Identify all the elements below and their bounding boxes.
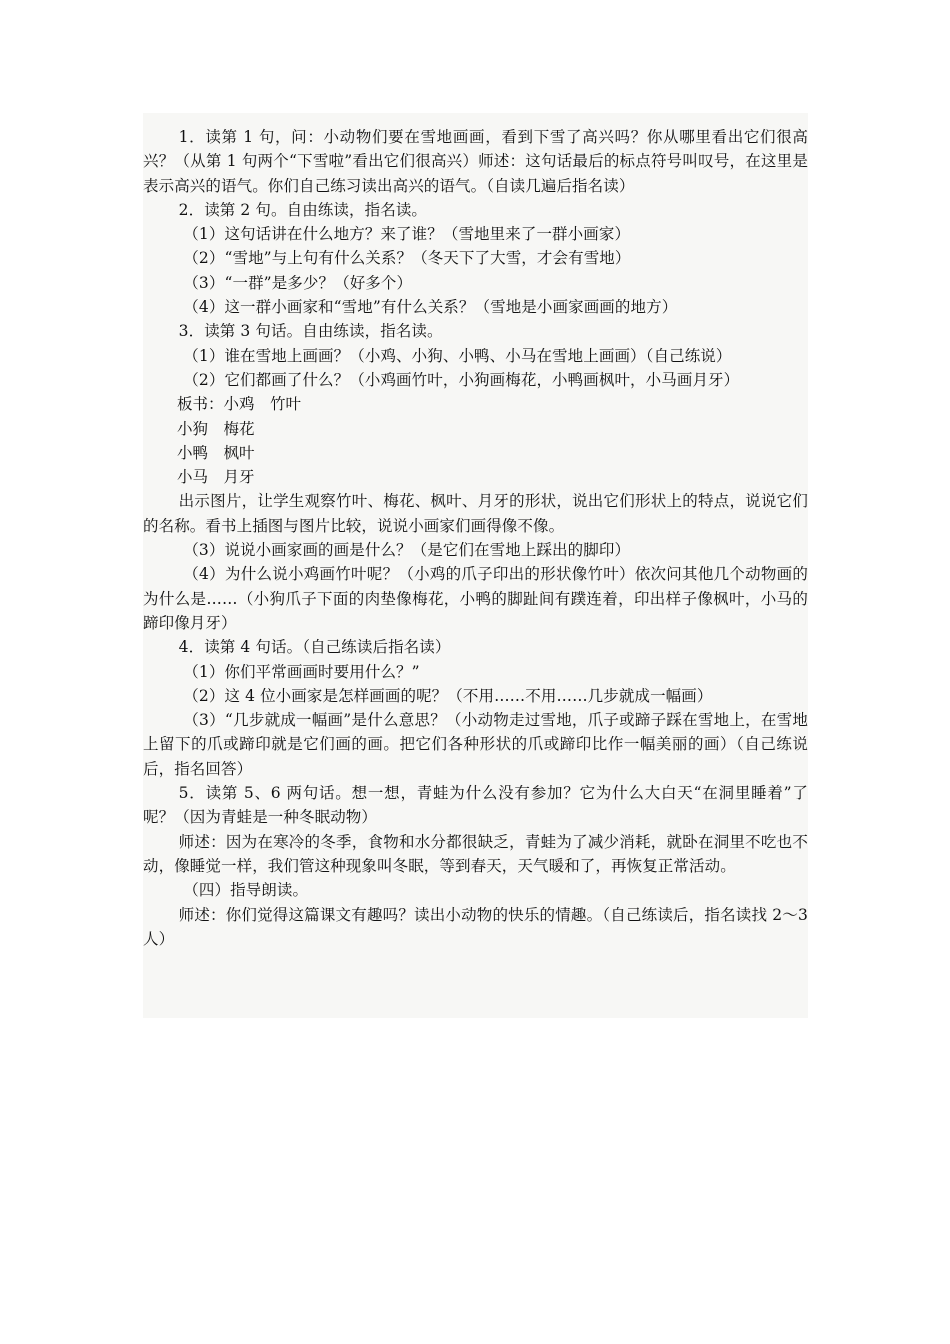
paragraph-read-sentence-4: 4．读第 4 句话。（自己练读后指名读） <box>178 638 451 657</box>
question-3-4: （4）为什么说小鸡画竹叶呢？（小鸡的爪子印出的形状像竹叶）依次问其他几个动物画的为什么是……（小狗爪子下面的肉垫像梅花，小鸭的脚趾间有蹼连着，印出样子像枫叶，小马的蹄印像月牙） <box>143 565 808 632</box>
paragraph-read-sentence-5-6: 5．读第 5、6 两句话。想一想，青蛙为什么没有参加？它为什么大白天“在洞里睡着”了呢？（因为青蛙是一种冬眠动物） <box>143 784 808 827</box>
board-line-duck: 小鸭 枫叶 <box>177 443 255 462</box>
paragraph-teacher-closing: 师述：你们觉得这篇课文有趣吗？读出小动物的快乐的情趣。（自己练读后，指名读找 2～3 人） <box>143 905 808 948</box>
paragraph-show-pictures: 出示图片，让学生观察竹叶、梅花、枫叶、月牙的形状，说出它们形状上的特点，说说它们的名称。看书上插图与图片比较，说说小画家们画得像不像。 <box>143 492 808 535</box>
question-3-1: （1）谁在雪地上画画？（小鸡、小狗、小鸭、小马在雪地上画画）（自己练说） <box>183 346 732 365</box>
question-2-1: （1）这句话讲在什么地方？来了谁？（雪地里来了一群小画家） <box>183 225 631 244</box>
question-4-2: （2）这 4 位小画家是怎样画画的呢？（不用……不用……几步就成一幅画） <box>183 686 713 705</box>
question-2-3: （3）“一群”是多少？（好多个） <box>183 273 413 292</box>
question-2-2: （2）“雪地”与上句有什么关系？（冬天下了大雪，才会有雪地） <box>183 249 631 268</box>
board-line-dog: 小狗 梅花 <box>177 419 255 438</box>
section-heading-reading-guidance: （四）指导朗读。 <box>183 881 309 900</box>
question-4-3: （3）“几步就成一幅画”是什么意思？（小动物走过雪地，爪子或蹄子踩在雪地上，在雪地上留下的爪或蹄印就是它们画的画。把它们各种形状的爪或蹄印比作一幅美丽的画）（自己练说后，指名回答） <box>143 711 808 778</box>
paragraph-read-sentence-3: 3．读第 3 句话。自由练读，指名读。 <box>178 322 443 341</box>
question-2-4: （4）这一群小画家和“雪地”有什么关系？（雪地是小画家画画的地方） <box>183 298 678 317</box>
board-line-horse: 小马 月牙 <box>177 468 255 487</box>
paragraph-teacher-explains-hibernation: 师述：因为在寒冷的冬季，食物和水分都很缺乏，青蛙为了减少消耗，就卧在洞里不吃也不动，像睡觉一样，我们管这种现象叫冬眠，等到春天，天气暖和了，再恢复正常活动。 <box>143 832 808 875</box>
question-3-2: （2）它们都画了什么？（小鸡画竹叶，小狗画梅花，小鸭画枫叶，小马画月牙） <box>183 370 740 389</box>
paragraph-read-sentence-2: 2．读第 2 句。自由练读，指名读。 <box>178 200 428 219</box>
question-3-3: （3）说说小画家画的画是什么？（是它们在雪地上踩出的脚印） <box>183 541 631 560</box>
paragraph-read-sentence-1: 1．读第 1 句，问：小动物们要在雪地画画，看到下雪了高兴吗？你从哪里看出它们很高兴？（从第 1 句两个“下雪啦”看出它们很高兴）师述：这句话最后的标点符号叫叹号，在这里是表示高兴的语气。你们自己练习读出高兴的语气。（自读几遍后指名读） <box>143 128 808 195</box>
question-4-1: （1）你们平常画画时要用什么？” <box>183 662 420 681</box>
board-line-title: 板书：小鸡 竹叶 <box>177 395 302 414</box>
lesson-text-block <box>143 113 808 1018</box>
